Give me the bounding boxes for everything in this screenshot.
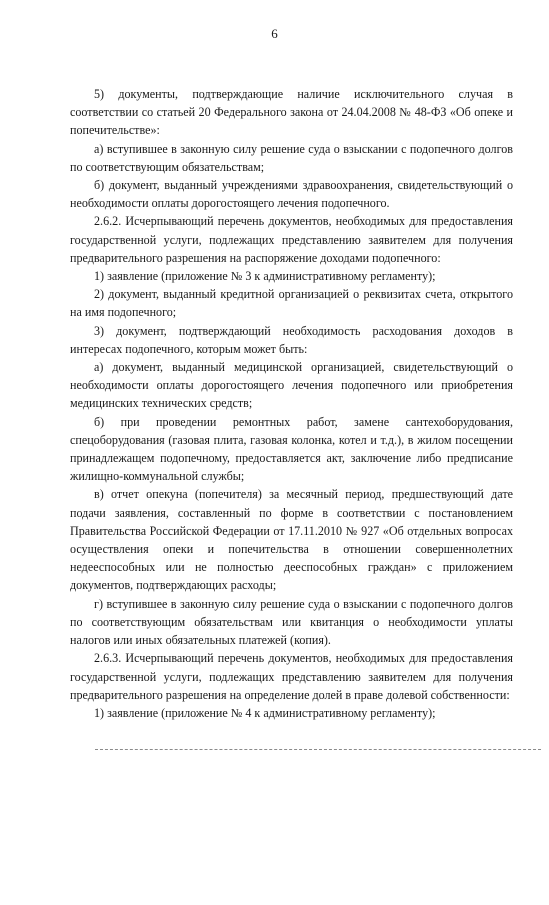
paragraph-subitem-b-medical-document: б) документ, выданный учреждениями здравоохранения, свидетельствующий о необходимости оплаты дорогостоящего лечения подопечного. xyxy=(70,178,513,211)
paragraph-item-2-bank-document: 2) документ, выданный кредитной организацией о реквизитах счета, открытого на имя подопечного; xyxy=(70,287,513,320)
paragraph-subitem-v-guardian-report: в) отчет опекуна (попечителя) за месячный период, предшествующий дате подачи заявления, составленный по форме в соответствии с постановлением Правительства Российской Федерации от 17.11.2010 № 927 «Об отдельных вопросах осуществления опеки и попечительства в отношении совершеннолетних недееспособных или не полностью дееспособных граждан» с приложением документов, подтверждающих расходы; xyxy=(70,487,513,593)
scan-divider-line xyxy=(95,749,541,750)
paragraph-item-3-expense-document: 3) документ, подтверждающий необходимость расходования доходов в интересах подопечного, которым может быть: xyxy=(70,323,513,356)
paragraph-section-2-6-3: 2.6.3. Исчерпывающий перечень документов, необходимых для предоставления государственной услуги, подлежащих представлению заявителем для получения предварительного разрешения на определение долей в праве долевой собственности: xyxy=(70,651,513,702)
paragraph-item-1-application: 1) заявление (приложение № 3 к административному регламенту); xyxy=(94,269,436,284)
document-body xyxy=(70,85,513,722)
paragraph-subitem-a-medical-organization: а) документ, выданный медицинской организацией, свидетельствующий о необходимости оплаты дорогостоящего лечения подопечного или приобретения медицинских технических средств; xyxy=(70,360,513,411)
paragraph-subitem-b-repair-works: б) при проведении ремонтных работ, замене сантехоборудования, спецоборудования (газовая плита, газовая колонка, котел и т.д.), в жилом посещении принадлежащем подопечному, предоставляется акт, заключение либо предписание жилищно-коммунальной службы; xyxy=(70,414,513,484)
paragraph-subitem-g-court-or-receipt: г) вступившее в законную силу решение суда о взыскании с подопечного долгов по соответствующим обязательствам или квитанция о необходимости уплаты налогов или иных обязательных платежей (копия). xyxy=(70,596,513,648)
paragraph-item-1-application-2: 1) заявление (приложение № 4 к административному регламенту); xyxy=(94,705,436,720)
page-number: 6 xyxy=(271,26,278,41)
paragraph-section-2-6-2: 2.6.2. Исчерпывающий перечень документов, необходимых для предоставления государственной услуги, подлежащих представлению заявителем для получения предварительного разрешения на распоряжение доходами подопечного: xyxy=(70,214,513,265)
paragraph-item-5-documents: 5) документы, подтверждающие наличие исключительного случая в соответствии со статьей 20 Федерального закона от 24.04.2008 № 48-ФЗ «Об опеке и попечительстве»: xyxy=(70,87,513,138)
paragraph-subitem-a-court-decision: а) вступившее в законную силу решение суда о взыскании с подопечного долгов по соответствующим обязательствам; xyxy=(70,141,513,174)
